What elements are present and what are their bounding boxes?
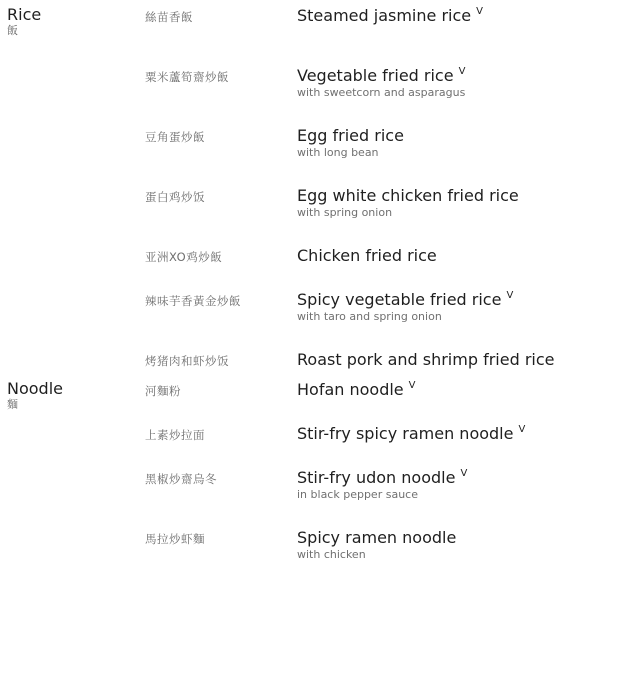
menu-item <box>0 528 630 588</box>
menu-item <box>0 290 630 350</box>
vegetarian-mark: V <box>408 380 416 391</box>
item-name: Stir-fry udon noodle <box>297 468 456 487</box>
item-name: Egg fried rice <box>297 126 404 145</box>
item-name: Egg white chicken fried rice <box>297 186 519 205</box>
category-title: Rice <box>7 5 42 24</box>
menu-item <box>0 246 630 290</box>
menu-item <box>0 380 630 424</box>
item-description: with long bean <box>297 146 379 159</box>
item-name-chinese: 亚洲XO鸡炒飯 <box>145 250 223 264</box>
category-title-chinese: 飯 <box>7 24 18 37</box>
vegetarian-mark: V <box>518 424 526 435</box>
menu-item <box>0 186 630 246</box>
item-description: with chicken <box>297 548 366 561</box>
item-name-chinese: 河麵粉 <box>145 384 181 398</box>
item-description: with taro and spring onion <box>297 310 442 323</box>
item-name-chinese: 上素炒拉面 <box>145 428 205 442</box>
item-name-chinese: 辣味芋香黃金炒飯 <box>145 294 241 308</box>
menu-item <box>0 126 630 186</box>
item-name: Spicy ramen noodle <box>297 528 457 547</box>
vegetarian-mark: V <box>476 6 483 17</box>
menu-item <box>0 424 630 468</box>
item-description: with sweetcorn and asparagus <box>297 86 466 99</box>
item-name: Hofan noodle <box>297 380 404 399</box>
item-name: Spicy vegetable fried rice <box>297 290 502 309</box>
item-name-chinese: 絲苗香飯 <box>145 10 193 24</box>
vegetarian-mark: V <box>458 66 466 77</box>
item-name: Vegetable fried rice <box>297 66 454 85</box>
vegetarian-mark: V <box>506 290 514 301</box>
item-name-chinese: 馬拉炒虾麵 <box>145 532 205 546</box>
item-name-chinese: 黑椒炒齋烏冬 <box>145 472 217 486</box>
item-name-chinese: 烤猪肉和虾炒饭 <box>145 354 229 368</box>
item-description: with spring onion <box>297 206 393 219</box>
category-title-chinese: 麵 <box>7 398 18 411</box>
item-name-chinese: 豆角蛋炒飯 <box>145 130 205 144</box>
menu-item <box>0 6 630 66</box>
item-name: Stir-fry spicy ramen noodle <box>297 424 514 443</box>
vegetarian-mark: V <box>460 468 468 479</box>
category-title: Noodle <box>7 379 63 398</box>
item-name: Steamed jasmine rice <box>297 6 472 25</box>
item-description: in black pepper sauce <box>297 488 418 501</box>
section-rice <box>0 6 630 394</box>
item-name: Chicken fried rice <box>297 246 437 265</box>
item-name: Roast pork and shrimp fried rice <box>297 350 555 369</box>
section-noodle <box>0 380 630 588</box>
menu-item <box>0 468 630 528</box>
item-name-chinese: 粟米蘆筍齋炒飯 <box>145 70 229 84</box>
menu-item <box>0 66 630 126</box>
item-name-chinese: 蛋白鸡炒饭 <box>145 190 205 204</box>
